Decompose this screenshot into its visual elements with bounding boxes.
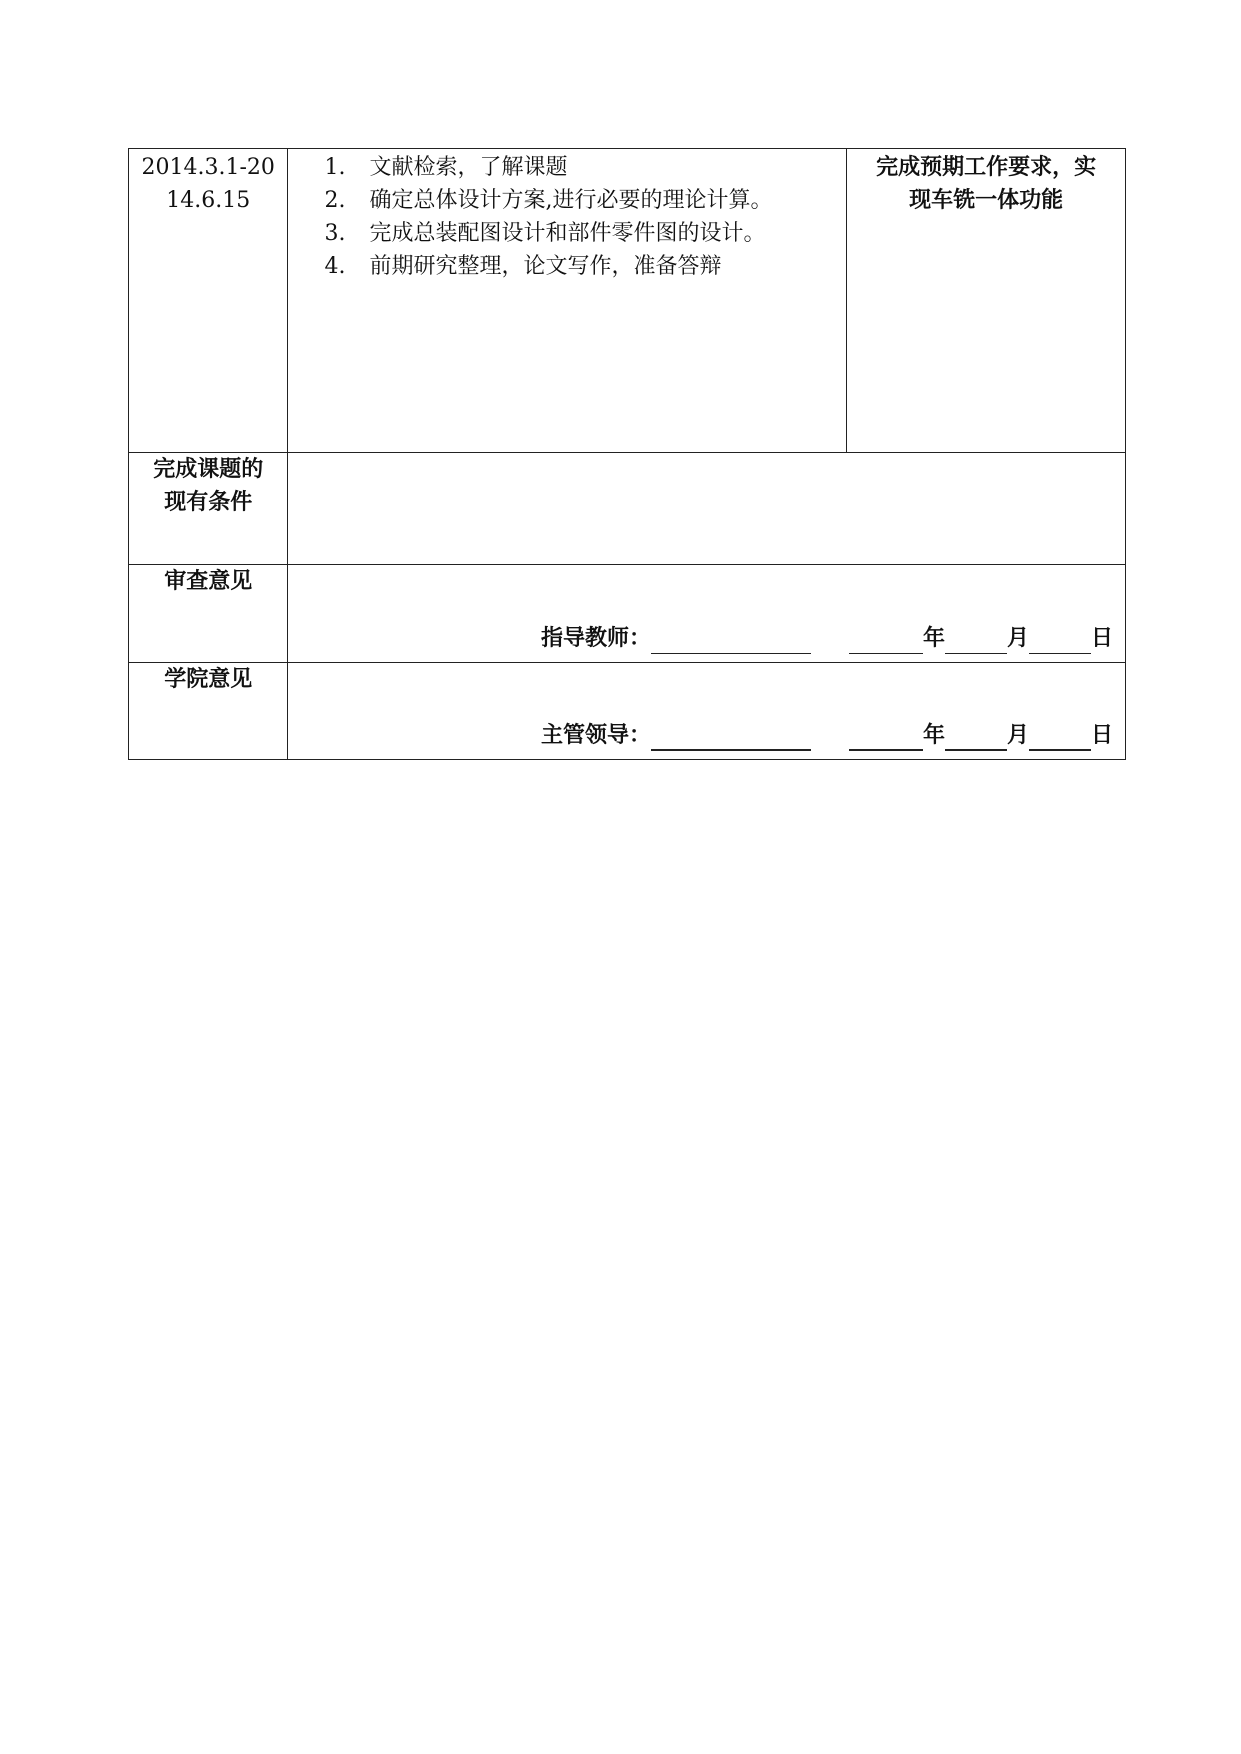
task-text: 文献检索，了解课题 (369, 155, 568, 180)
review-month-field[interactable] (945, 627, 1007, 654)
proposal-form-table (128, 148, 1126, 760)
review-label-cell: 审查意见 (129, 565, 288, 663)
conditions-label-cell (129, 453, 288, 565)
conditions-label-line-1: 完成课题的 (153, 457, 264, 482)
year-label: 年 (922, 626, 945, 651)
task-number: 3. (324, 221, 346, 246)
college-day-field[interactable] (1029, 723, 1091, 751)
college-row (129, 663, 1126, 760)
requirement-cell (847, 149, 1126, 453)
supervisor-signature-line (541, 721, 1113, 751)
college-month-field[interactable] (945, 723, 1007, 751)
advisor-label: 指导教师： (540, 626, 651, 651)
date-range (129, 149, 287, 217)
requirement-line-2: 现车铣一体功能 (909, 188, 1064, 213)
review-row (129, 565, 1126, 663)
review-day-field[interactable] (1029, 627, 1091, 654)
list-item (288, 151, 846, 184)
task-text: 完成总装配图设计和部件零件图的设计。 (369, 221, 766, 246)
advisor-signature-field[interactable] (651, 627, 811, 654)
task-text: 确定总体设计方案,进行必要的理论计算。 (369, 188, 773, 213)
schedule-row (129, 149, 1126, 453)
task-list (288, 149, 846, 283)
advisor-signature-line (541, 624, 1113, 654)
date-line-1: 2014.3.1-20 (141, 155, 275, 180)
day-label: 日 (1090, 626, 1113, 651)
list-item (288, 250, 846, 283)
task-number: 4. (324, 254, 346, 279)
year-label: 年 (922, 723, 945, 748)
college-year-field[interactable] (849, 723, 923, 751)
supervisor-signature-field[interactable] (651, 723, 811, 751)
review-year-field[interactable] (849, 627, 923, 654)
task-list-cell (288, 149, 847, 453)
requirement-line-1: 完成预期工作要求，实 (876, 155, 1097, 180)
list-item (288, 184, 846, 217)
list-item (288, 217, 846, 250)
college-label-cell: 学院意见 (129, 663, 288, 760)
requirement-text (847, 149, 1125, 217)
task-text: 前期研究整理，论文写作，准备答辩 (369, 254, 722, 279)
conditions-content-cell[interactable] (288, 453, 1126, 565)
conditions-row (129, 453, 1126, 565)
day-label: 日 (1090, 723, 1113, 748)
task-number: 1. (324, 155, 346, 180)
month-label: 月 (1006, 723, 1029, 748)
date-range-cell (129, 149, 288, 453)
conditions-label-line-2: 现有条件 (164, 490, 253, 515)
date-line-2: 14.6.15 (166, 188, 251, 213)
supervisor-label: 主管领导： (540, 723, 651, 748)
college-content-cell[interactable] (288, 663, 1126, 760)
month-label: 月 (1006, 626, 1029, 651)
review-content-cell[interactable] (288, 565, 1126, 663)
task-number: 2. (324, 188, 346, 213)
